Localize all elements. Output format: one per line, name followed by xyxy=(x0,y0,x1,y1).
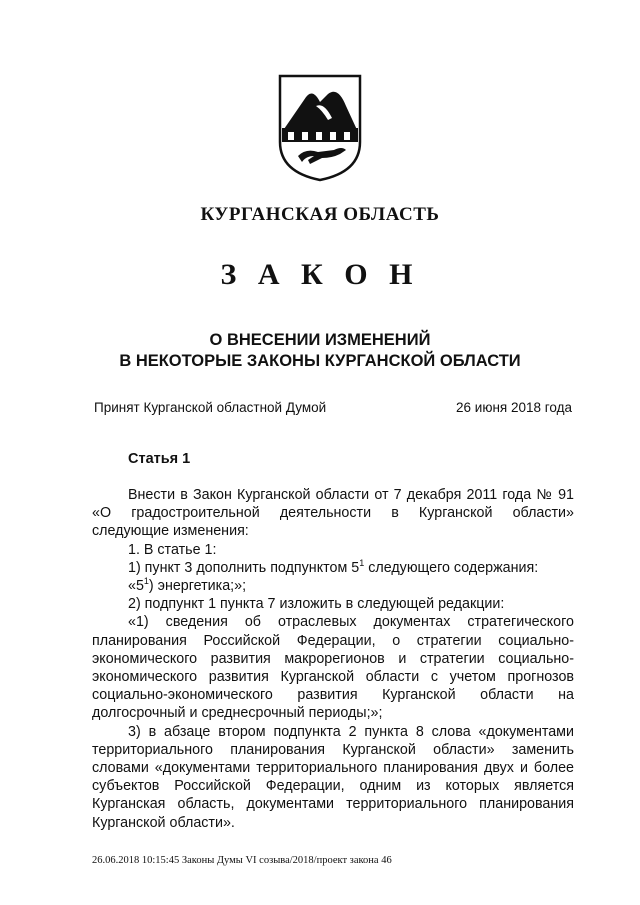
superscript-1: 1 xyxy=(359,558,365,569)
paragraph-1: Внести в Закон Курганской области от 7 декабря 2011 года № 91 «О градостроительной деятельности в Курганской области» следующие изменения: xyxy=(92,487,574,540)
paragraph-3-part-a: 1) пункт 3 дополнить подпунктом 5 xyxy=(128,559,360,576)
article-heading: Статья 1 xyxy=(128,451,191,467)
paragraph-6: «1) сведения об отраслевых документах стратегического планирования Российской Федерации, о стратегии социально-экономического развития макрорегионов и стратегии социально-экономического развития Курганской области с учетом прогнозов социально-экономического развития Курганской области на долгосрочный и среднесрочный периоды;»; xyxy=(92,614,574,722)
title-line-1: О ВНЕСЕНИИ ИЗМЕНЕНИЙ xyxy=(209,331,431,349)
footer-stamp: 26.06.2018 10:15:45 Законы Думы VI созыва/2018/проект закона 46 xyxy=(92,855,392,866)
superscript-2: 1 xyxy=(143,576,149,587)
region-name: КУРГАНСКАЯ ОБЛАСТЬ xyxy=(200,204,440,225)
document-type: З А К О Н xyxy=(220,258,420,291)
paragraph-4 xyxy=(92,577,574,595)
adopted-by: Принят Курганской областной Думой xyxy=(94,400,327,415)
document-title xyxy=(0,330,640,372)
paragraph-5: 2) подпункт 1 пункта 7 изложить в следующей редакции: xyxy=(128,596,505,613)
paragraph-4-part-a: «5 xyxy=(128,578,144,595)
article-body xyxy=(92,486,574,832)
title-line-2: В НЕКОТОРЫЕ ЗАКОНЫ КУРГАНСКОЙ ОБЛАСТИ xyxy=(119,352,521,370)
paragraph-3 xyxy=(92,559,574,577)
paragraph-7: 3) в абзаце втором подпункта 2 пункта 8 слова «документами территориального планирования Курганской области» заменить словами «документами территориального планирования двух и более субъектов Российской Федерации, одним из которых является Курганская область, документами территориального планирования Курганской области». xyxy=(92,723,574,831)
paragraph-4-part-b: ) энергетика;»; xyxy=(148,578,247,595)
paragraph-3-part-b: следующего содержания: xyxy=(364,559,539,576)
paragraph-2: 1. В статье 1: xyxy=(128,541,217,558)
coat-of-arms-icon xyxy=(276,72,364,182)
adoption-date: 26 июня 2018 года xyxy=(456,400,572,415)
